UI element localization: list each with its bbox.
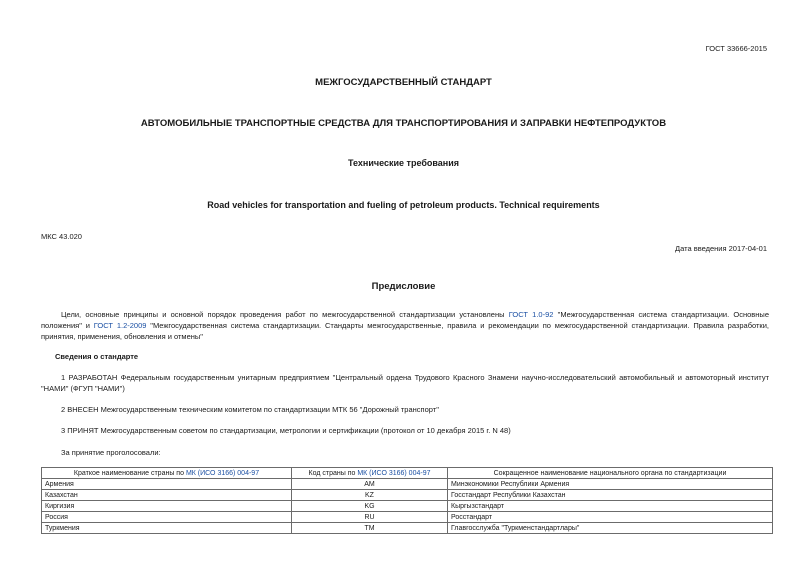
table-row bbox=[42, 501, 773, 512]
country-cell: Казахстан bbox=[42, 490, 292, 501]
foreword-heading: Предисловие bbox=[371, 281, 436, 292]
gost-1-0-92-link[interactable]: ГОСТ 1.0-92 bbox=[508, 310, 554, 319]
document-subtitle-ru: Технические требования bbox=[347, 158, 460, 168]
body-cell: Росстандарт bbox=[448, 512, 773, 523]
table-row bbox=[42, 512, 773, 523]
table-row bbox=[42, 523, 773, 534]
document-title-en: Road vehicles for transportation and fueling of petroleum products. Technical requirements bbox=[207, 200, 600, 210]
adopted-by-paragraph: 3 ПРИНЯТ Межгосударственным советом по стандартизации, метрологии и сертификации (протокол от 10 декабря 2015 г. N 48) bbox=[61, 426, 511, 435]
code-cell: TM bbox=[292, 523, 448, 534]
document-title-ru: АВТОМОБИЛЬНЫЕ ТРАНСПОРТНЫЕ СРЕДСТВА ДЛЯ ТРАНСПОРТИРОВАНИЯ И ЗАПРАВКИ НЕФТЕПРОДУКТОВ bbox=[140, 118, 667, 129]
table-row bbox=[42, 479, 773, 490]
table-header-row bbox=[42, 468, 773, 479]
foreword-intro-paragraph bbox=[41, 309, 769, 342]
gost-1-2-2009-link[interactable]: ГОСТ 1.2-2009 bbox=[93, 321, 147, 330]
country-cell: Россия bbox=[42, 512, 292, 523]
code-cell: AM bbox=[292, 479, 448, 490]
country-cell: Туркмения bbox=[42, 523, 292, 534]
standard-info-heading: Сведения о стандарте bbox=[55, 352, 139, 361]
document-code: ГОСТ 33666-2015 bbox=[705, 44, 767, 53]
code-cell: KG bbox=[292, 501, 448, 512]
mk-iso-3166-link[interactable]: МК (ИСО 3166) 004-97 bbox=[185, 469, 260, 477]
header-code-text: Код страны по bbox=[308, 469, 358, 477]
intro-text-3: "Межгосударственная система стандартизации. Стандарты межгосударственные, правила и рекомендации по межгосударственной стандартизации. Правила разработки, принятия, применения, обновления и отмены" bbox=[41, 321, 769, 341]
mk-iso-3166-code-link[interactable]: МК (ИСО 3166) 004-97 bbox=[357, 469, 431, 477]
body-cell: Минэкономики Республики Армения bbox=[448, 479, 773, 490]
country-cell: Киргизия bbox=[42, 501, 292, 512]
introduction-date: Дата введения 2017-04-01 bbox=[675, 244, 767, 253]
header-country-code bbox=[292, 468, 448, 479]
country-cell: Армения bbox=[42, 479, 292, 490]
body-cell: Главгосслужба "Туркменстандартлары" bbox=[448, 523, 773, 534]
intro-text-2: "Межгосударственная система стандартизации. Основные положения" и bbox=[41, 310, 769, 330]
mks-code: МКС 43.020 bbox=[41, 232, 82, 241]
voted-for-paragraph: За принятие проголосовали: bbox=[61, 448, 161, 457]
submitted-by-paragraph: 2 ВНЕСЕН Межгосударственным техническим комитетом по стандартизации МТК 56 "Дорожный транспорт" bbox=[61, 405, 439, 414]
developed-by-paragraph: 1 РАЗРАБОТАН Федеральным государственным унитарным предприятием "Центральный ордена Трудового Красного Знамени научно-исследовательский автомобильный и автомоторный институт "НАМИ" (ФГУП "НАМИ") bbox=[41, 373, 769, 393]
standard-type-heading: МЕЖГОСУДАРСТВЕННЫЙ СТАНДАРТ bbox=[315, 77, 492, 88]
header-country-name bbox=[42, 468, 292, 479]
header-country-text: Краткое наименование страны по bbox=[73, 469, 186, 477]
code-cell: RU bbox=[292, 512, 448, 523]
voting-states-table bbox=[41, 467, 773, 534]
code-cell: KZ bbox=[292, 490, 448, 501]
body-cell: Госстандарт Республики Казахстан bbox=[448, 490, 773, 501]
body-cell: Кыргызстандарт bbox=[448, 501, 773, 512]
header-standards-body: Сокращенное наименование национального органа по стандартизации bbox=[448, 468, 773, 479]
table-row bbox=[42, 490, 773, 501]
intro-text-1: Цели, основные принципы и основной порядок проведения работ по межгосударственной стандартизации установлены bbox=[61, 310, 509, 319]
